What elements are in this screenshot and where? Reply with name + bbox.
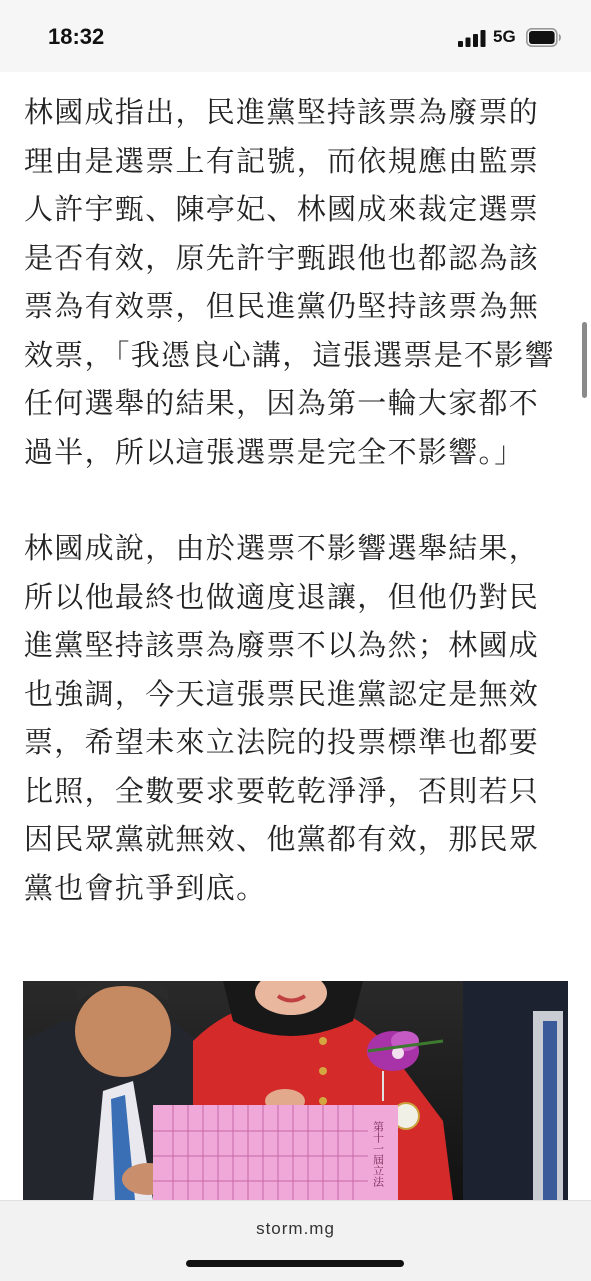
status-time: 18:32 <box>48 24 105 49</box>
vertical-scrollbar[interactable] <box>582 322 587 398</box>
ballot-paper <box>153 1105 398 1200</box>
article-paragraph: 林國成指出，民進黨堅持該票為廢票的理由是選票上有記號，而依規應由監票人許宇甄、陳亭妃、林國成來裁定選票是否有效，原先許宇甄跟他也都認為該票為有效票，但民進黨仍堅持該票為無效票，「我憑良心講，這張選票是不影響任何選舉的結果，因為第一輪大家都不過半，所以這張選票是完全不影響。」 <box>24 95 555 469</box>
article-paragraph: 林國成說，由於選票不影響選舉結果，所以他最終也做適度退讓，但他仍對民進黨堅持該票為廢票不以為然；林國成也強調，今天這張票民進黨認定是無效票，希望未來立法院的投票標準也都要比照，全數要求要乾乾淨淨，否則若只因民眾黨就無效、他黨都有效，那民眾黨也會抗爭到底。 <box>24 531 540 905</box>
browser-bottom-bar <box>0 1200 591 1281</box>
network-type: 5G <box>493 27 516 46</box>
home-indicator[interactable] <box>186 1260 404 1267</box>
cellular-signal-icon <box>458 30 486 47</box>
article-photo <box>23 981 568 1200</box>
status-bar <box>0 0 591 72</box>
ballot-heading: 第十一屆立法 <box>371 1121 385 1187</box>
url-address[interactable]: storm.mg <box>256 1219 335 1238</box>
article-body <box>24 88 569 912</box>
battery-icon <box>526 28 562 47</box>
